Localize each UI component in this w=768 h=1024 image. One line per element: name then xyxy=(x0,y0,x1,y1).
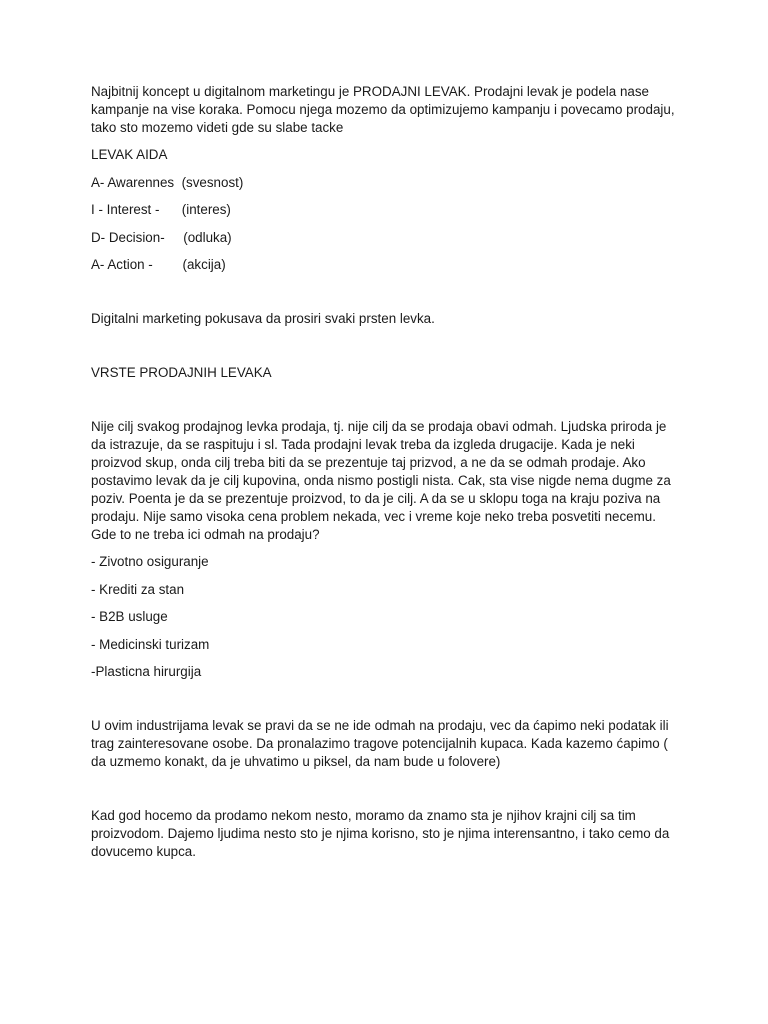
closing-paragraph: Kad god hocemo da prodamo nekom nesto, moramo da znamo sta je njihov krajni cilj sa tim proizvodom. Dajemo ljudima nesto sto je njima korisno, sto je njima interensantno, i tako cemo da dovucemo kupca. xyxy=(91,808,670,859)
industry-item-medical-tourism: - Medicinski turizam xyxy=(91,636,210,652)
aida-item-decision: D- Decision- (odluka) xyxy=(91,229,232,245)
funnel-types-paragraph: Nije cilj svakog prodajnog levka prodaja, tj. nije cilj da se prodaja obavi odmah. Ljudska priroda je da istrazuje, da se raspituju i sl. Tada prodajni levak treba da izgleda drugacije. Kada je neki proizvod skup, onda cilj treba biti da se prezentuje taj prizvod, a ne da se odmah prodaje. Ako postavimo levak da je cilj kupovina, onda nismo postigli nista. Cak, sta vise nigde nema dugme za poziv. Poenta je da se prezentuje proizvod, to da je cilj. A da se u sklopu toga na kraju poziva na prodaju. Nije samo visoka cena problem nekada, vec i vreme koje neko treba posvetiti necemu. Gde to ne treba ici odmah na prodaju? xyxy=(91,419,671,542)
digital-marketing-paragraph: Digitalni marketing pokusava da prosiri svaki prsten levka. xyxy=(91,311,435,326)
industry-item-life-insurance: - Zivotno osiguranje xyxy=(91,554,209,569)
industry-item-b2b: - B2B usluge xyxy=(91,609,168,624)
aida-item-awareness: A- Awarennes (svesnost) xyxy=(91,174,244,190)
aida-item-action: A- Action - (akcija) xyxy=(91,257,226,272)
industry-item-housing-loans: - Krediti za stan xyxy=(91,581,185,597)
industry-item-plastic-surgery: -Plasticna hirurgija xyxy=(91,664,202,679)
aida-item-interest: I - Interest - (interes) xyxy=(91,202,231,217)
aida-heading: LEVAK AIDA xyxy=(91,147,168,162)
industries-note-paragraph: U ovim industrijama levak se pravi da se ne ide odmah na prodaju, vec da ćapimo neki podatak ili trag zainteresovane osobe. Da pronalazimo tragove potencijalnih kupaca. Kada kazemo ćapimo ( da uzmemo konakt, da je uhvatimo u piksel, da nam bude u folovere) xyxy=(91,718,669,769)
section-heading-funnel-types: VRSTE PRODAJNIH LEVAKA xyxy=(91,365,272,380)
intro-paragraph: Najbitnij koncept u digitalnom marketingu je PRODAJNI LEVAK. Prodajni levak je podela nase kampanje na vise koraka. Pomocu njega mozemo da optimizujemo kampanju i povecamo prodaju, tako sto mozemo videti gde su slabe tacke xyxy=(91,84,675,135)
